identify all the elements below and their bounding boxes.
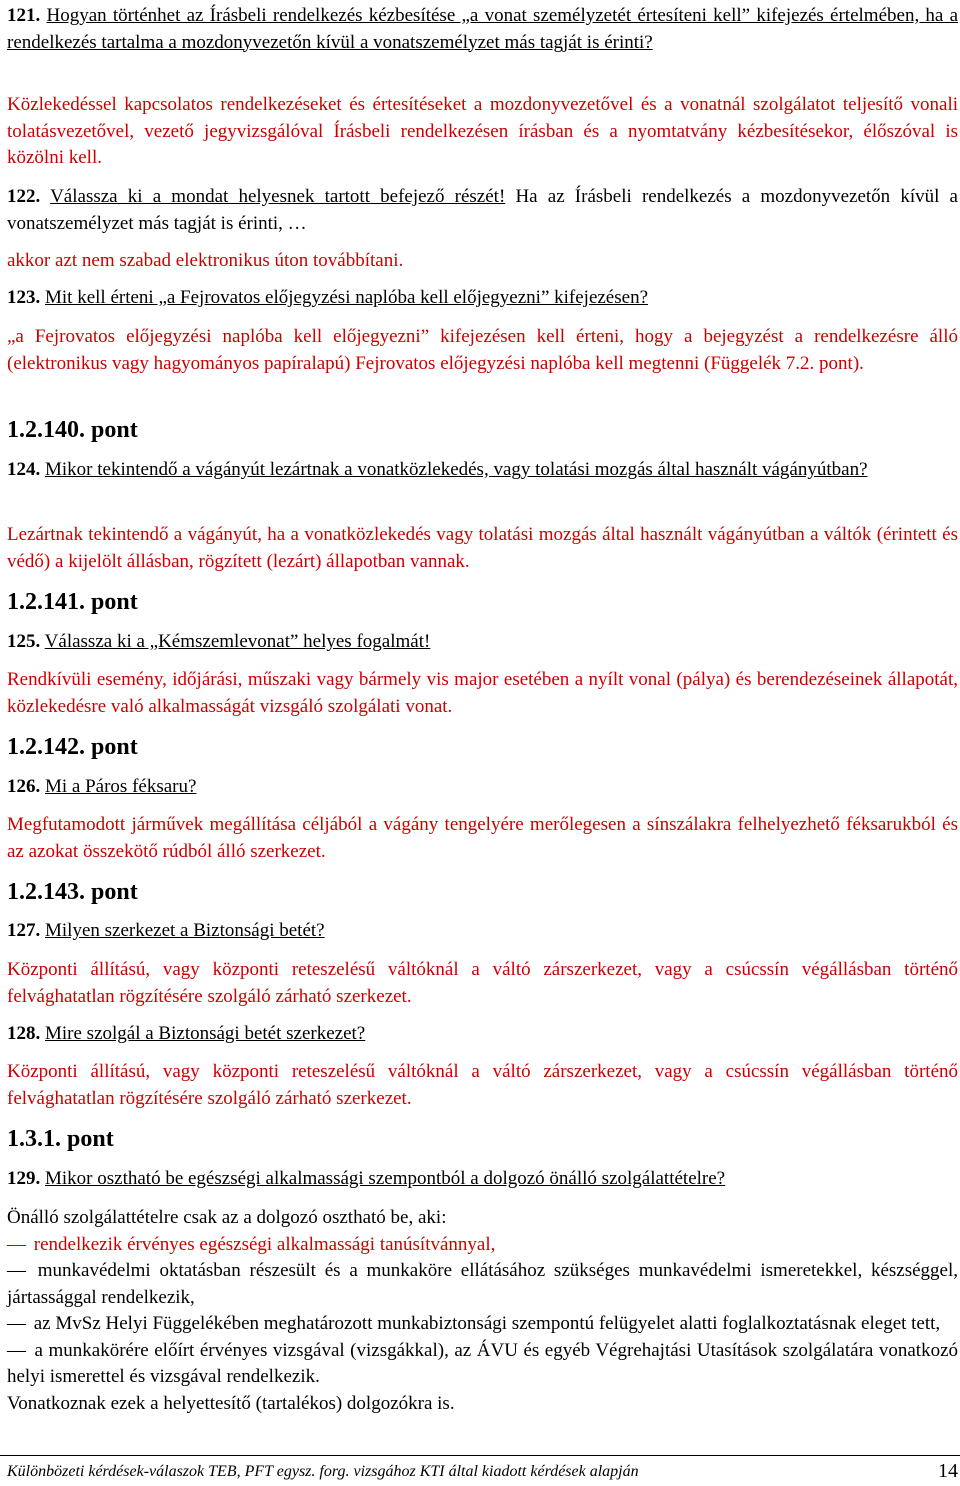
list-item: — rendelkezik érvényes egészségi alkalmassági tanúsítvánnyal, <box>7 1232 958 1259</box>
question-126 <box>7 774 958 801</box>
question-123 <box>7 285 958 312</box>
page-footer <box>0 1455 960 1484</box>
question-129 <box>7 1166 958 1193</box>
answer-121: Közlekedéssel kapcsolatos rendelkezéseket és értesítéseket a mozdonyvezetővel és a vonatnál szolgálatot teljesítő vonali tolatásvezetővel, vezető jegyvizsgálóval Írásbeli rendelkezésen írásban és a nyomtatvány kézbesítésekor, élőszóval is közölni kell. <box>7 94 958 168</box>
question-text: Mit kell érteni „a Fejrovatos előjegyzési naplóba kell előjegyezni” kifejezésen? <box>45 287 648 308</box>
question-number: 129. <box>7 1168 41 1189</box>
answer-127: Központi állítású, vagy központi reteszelésű váltóknál a váltó zárszerkezet, vagy a csúcssín végállásban történő felvághatatlan rögzítésére szolgáló zárható szerkezet. <box>7 959 958 1007</box>
question-text: Mikor tekintendő a vágányút lezártnak a vonatközlekedés, vagy tolatási mozgás által használt vágányútban? <box>45 459 868 480</box>
dash-bullet: — <box>7 1260 26 1281</box>
question-121 <box>7 3 958 56</box>
question-text: Válassza ki a mondat helyesnek tartott befejező részét! <box>50 186 506 207</box>
question-number: 122. <box>7 186 41 207</box>
answer-129 <box>7 1205 958 1417</box>
section-heading: 1.2.141. pont <box>7 589 138 615</box>
question-number: 126. <box>7 776 41 797</box>
footer-text: Különbözeti kérdések-válaszok TEB, PFT egysz. forg. vizsgához KTI által kiadott kérdések alapján <box>7 1463 639 1480</box>
question-127 <box>7 918 958 945</box>
question-number: 123. <box>7 287 41 308</box>
section-heading: 1.2.140. pont <box>7 417 138 443</box>
page-number: 14 <box>938 1460 958 1482</box>
dash-bullet: — <box>7 1233 26 1255</box>
list-item: — a munkakörére előírt érvényes vizsgával (vizsgákkal), az ÁVU és egyéb Végrehajtási Utasítások szolgálatára vonatkozó helyi ismerettel és vizsgával rendelkezik. <box>7 1339 958 1387</box>
question-124 <box>7 457 958 484</box>
answer-124: Lezártnak tekintendő a vágányút, ha a vonatközlekedés vagy tolatási mozgás által használt vágányútban a váltók (érintett és védő) a kijelölt állásban, rögzített (lezárt) állapotban vannak. <box>7 524 958 572</box>
question-128 <box>7 1021 958 1048</box>
question-text: Mire szolgál a Biztonsági betét szerkezet? <box>45 1023 366 1044</box>
list-item: — az MvSz Helyi Függelékében meghatározott munkabiztonsági szempontú felügyelet alatti foglalkoztatásnak eleget tett, <box>7 1311 958 1338</box>
answer-125: Rendkívüli esemény, időjárási, műszaki vagy bármely vis major esetében a nyílt vonal (pálya) és berendezéseinek állapotát, közlekedésre való alkalmasságát vizsgáló szolgálati vonat. <box>7 669 958 717</box>
question-number: 125. <box>7 631 41 652</box>
answer-intro: Önálló szolgálattételre csak az a dolgozó osztható be, aki: <box>7 1207 447 1228</box>
question-continuation: Ha az Írásbeli rendelkezés a mozdonyvezetőn kívül a vonatszemélyzet más tagját is érinti, … <box>7 186 958 234</box>
section-heading: 1.2.142. pont <box>7 734 138 760</box>
question-text: Mikor osztható be egészségi alkalmassági szempontból a dolgozó önálló szolgálattételre? <box>45 1168 726 1189</box>
answer-122: akkor azt nem szabad elektronikus úton továbbítani. <box>7 250 404 271</box>
question-number: 128. <box>7 1023 41 1044</box>
question-text: Milyen szerkezet a Biztonsági betét? <box>45 920 325 941</box>
list-item: — munkavédelmi oktatásban részesült és a munkaköre ellátásához szükséges munkavédelmi ismeretekkel, készséggel, jártassággal rendelkezik, <box>7 1260 959 1308</box>
answer-closing: Vonatkoznak ezek a helyettesítő (tartalékos) dolgozókra is. <box>7 1392 455 1414</box>
question-number: 121. <box>7 5 41 26</box>
answer-123: „a Fejrovatos előjegyzési naplóba kell előjegyezni” kifejezésen kell érteni, hogy a bejegyzést a rendelkezésre álló (elektronikus vagy hagyományos papíralapú) Fejrovatos előjegyzési naplóba kell megtenni (Függelék 7.2. pont). <box>7 326 958 374</box>
answer-128: Központi állítású, vagy központi reteszelésű váltóknál a váltó zárszerkezet, vagy a csúcssín végállásban történő felvághatatlan rögzítésére szolgáló zárható szerkezet. <box>7 1061 958 1109</box>
answer-126: Megfutamodott járművek megállítása céljából a vágány tengelyére merőlegesen a sínszálakra felhelyezhető féksarukból és az azokat összekötő rúdból álló szerkezet. <box>7 814 958 862</box>
question-number: 124. <box>7 459 41 480</box>
question-text: Válassza ki a „Kémszemlevonat” helyes fogalmát! <box>44 631 431 652</box>
question-122 <box>7 184 958 237</box>
question-text: Hogyan történhet az Írásbeli rendelkezés kézbesítése „a vonat személyzetét értesíteni kell” kifejezés értelmében, ha a rendelkezés tartalma a mozdonyvezetőn kívül a vonatszemélyzet más tagját is érinti? <box>7 5 958 53</box>
dash-bullet: — <box>7 1313 26 1334</box>
question-text: Mi a Páros féksaru? <box>45 776 197 797</box>
question-125 <box>7 629 958 656</box>
section-heading: 1.2.143. pont <box>7 879 138 905</box>
question-number: 127. <box>7 920 41 941</box>
section-heading: 1.3.1. pont <box>7 1126 114 1152</box>
dash-bullet: — <box>7 1339 26 1361</box>
